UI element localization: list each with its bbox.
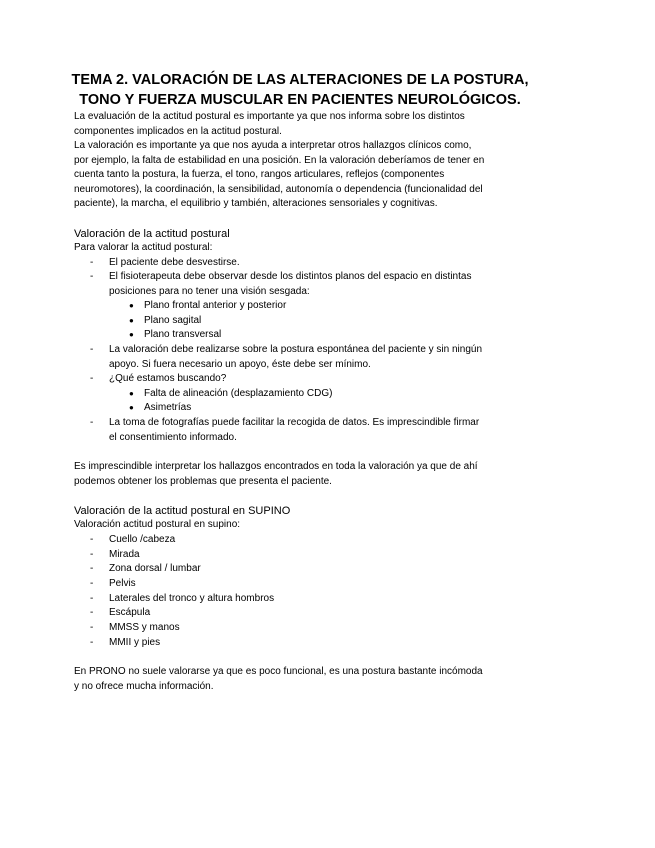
sub-list-item: Plano sagital [144, 315, 202, 326]
intro-paragraph-2-line: por ejemplo, la falta de estabilidad en una posición. En la valoración deberíamos de tener en [74, 155, 485, 166]
intro-paragraph-1-line: componentes implicados en la actitud postural. [74, 126, 282, 137]
intro-paragraph-2-line: neuromotores), la coordinación, la sensibilidad, autonomía o dependencia (funcionalidad del [74, 184, 483, 195]
round-bullet: ● [129, 301, 134, 310]
sub-list-item: Falta de alineación (desplazamiento CDG) [144, 388, 333, 399]
round-bullet: ● [129, 316, 134, 325]
list-item-text: posiciones para no tener una visión sesgada: [109, 286, 310, 297]
section-heading-supino: Valoración de la actitud postural en SUPINO [74, 505, 291, 517]
dash-bullet: - [90, 344, 94, 355]
sub-list-item: Asimetrías [144, 402, 192, 413]
list-item-text: el consentimiento informado. [109, 432, 237, 443]
round-bullet: ● [129, 403, 134, 412]
list-item-text: La toma de fotografías puede facilitar la recogida de datos. Es imprescindible firmar [109, 417, 480, 428]
sub-list-item: Plano frontal anterior y posterior [144, 300, 287, 311]
dash-bullet: - [90, 417, 94, 428]
dash-bullet: - [90, 549, 94, 560]
dash-bullet: - [90, 607, 94, 618]
sub-list-item: Plano transversal [144, 329, 222, 340]
closing-paragraph-line: En PRONO no suele valorarse ya que es poco funcional, es una postura bastante incómoda [74, 666, 483, 677]
intro-paragraph-2-line: cuenta tanto la postura, la fuerza, el tono, rangos articulares, reflejos (componentes [74, 169, 445, 180]
list-item-text: El paciente debe desvestirse. [109, 257, 240, 268]
list-item-text: Escápula [109, 607, 151, 618]
intro-paragraph-1-line: La evaluación de la actitud postural es importante ya que nos informa sobre los distintos [74, 111, 465, 122]
list-item-text: El fisioterapeuta debe observar desde los distintos planos del espacio en distintas [109, 271, 472, 282]
dash-bullet: - [90, 563, 94, 574]
list-item-text: apoyo. Si fuera necesario un apoyo, éste debe ser mínimo. [109, 359, 371, 370]
dash-bullet: - [90, 637, 94, 648]
round-bullet: ● [129, 389, 134, 398]
intro-paragraph-2-line: La valoración es importante ya que nos ayuda a interpretar otros hallazgos clínicos como, [74, 140, 472, 151]
intro-paragraph-2-line: paciente), la marcha, el equilibrio y también, alteraciones sensoriales y cognitivas. [74, 198, 438, 209]
list-item-text: Zona dorsal / lumbar [109, 563, 201, 574]
closing-paragraph-line: y no ofrece mucha información. [74, 681, 214, 692]
dash-bullet: - [90, 578, 94, 589]
dash-bullet: - [90, 373, 94, 384]
closing-paragraph-line: Es imprescindible interpretar los hallazgos encontrados en toda la valoración ya que de ahí [74, 461, 478, 472]
list-item-text: Cuello /cabeza [109, 534, 176, 545]
dash-bullet: - [90, 257, 94, 268]
list-item-text: ¿Qué estamos buscando? [109, 373, 227, 384]
section-lead-text: Para valorar la actitud postural: [74, 242, 213, 253]
closing-paragraph-line: podemos obtener los problemas que presenta el paciente. [74, 476, 332, 487]
document-title-line-1: TEMA 2. VALORACIÓN DE LAS ALTERACIONES DE LA POSTURA, [71, 72, 529, 88]
dash-bullet: - [90, 271, 94, 282]
list-item-text: Mirada [109, 549, 140, 560]
list-item-text: MMII y pies [109, 637, 161, 648]
list-item-text: MMSS y manos [109, 622, 180, 633]
list-item-text: Laterales del tronco y altura hombros [109, 593, 275, 604]
dash-bullet: - [90, 593, 94, 604]
dash-bullet: - [90, 534, 94, 545]
section-lead-text: Valoración actitud postural en supino: [74, 519, 241, 530]
list-item-text: Pelvis [109, 578, 136, 589]
section-heading-actitud-postural: Valoración de la actitud postural [74, 228, 230, 240]
dash-bullet: - [90, 622, 94, 633]
round-bullet: ● [129, 330, 134, 339]
document-title-line-2: TONO Y FUERZA MUSCULAR EN PACIENTES NEUROLÓGICOS. [79, 92, 521, 108]
list-item-text: La valoración debe realizarse sobre la postura espontánea del paciente y sin ningún [109, 344, 483, 355]
